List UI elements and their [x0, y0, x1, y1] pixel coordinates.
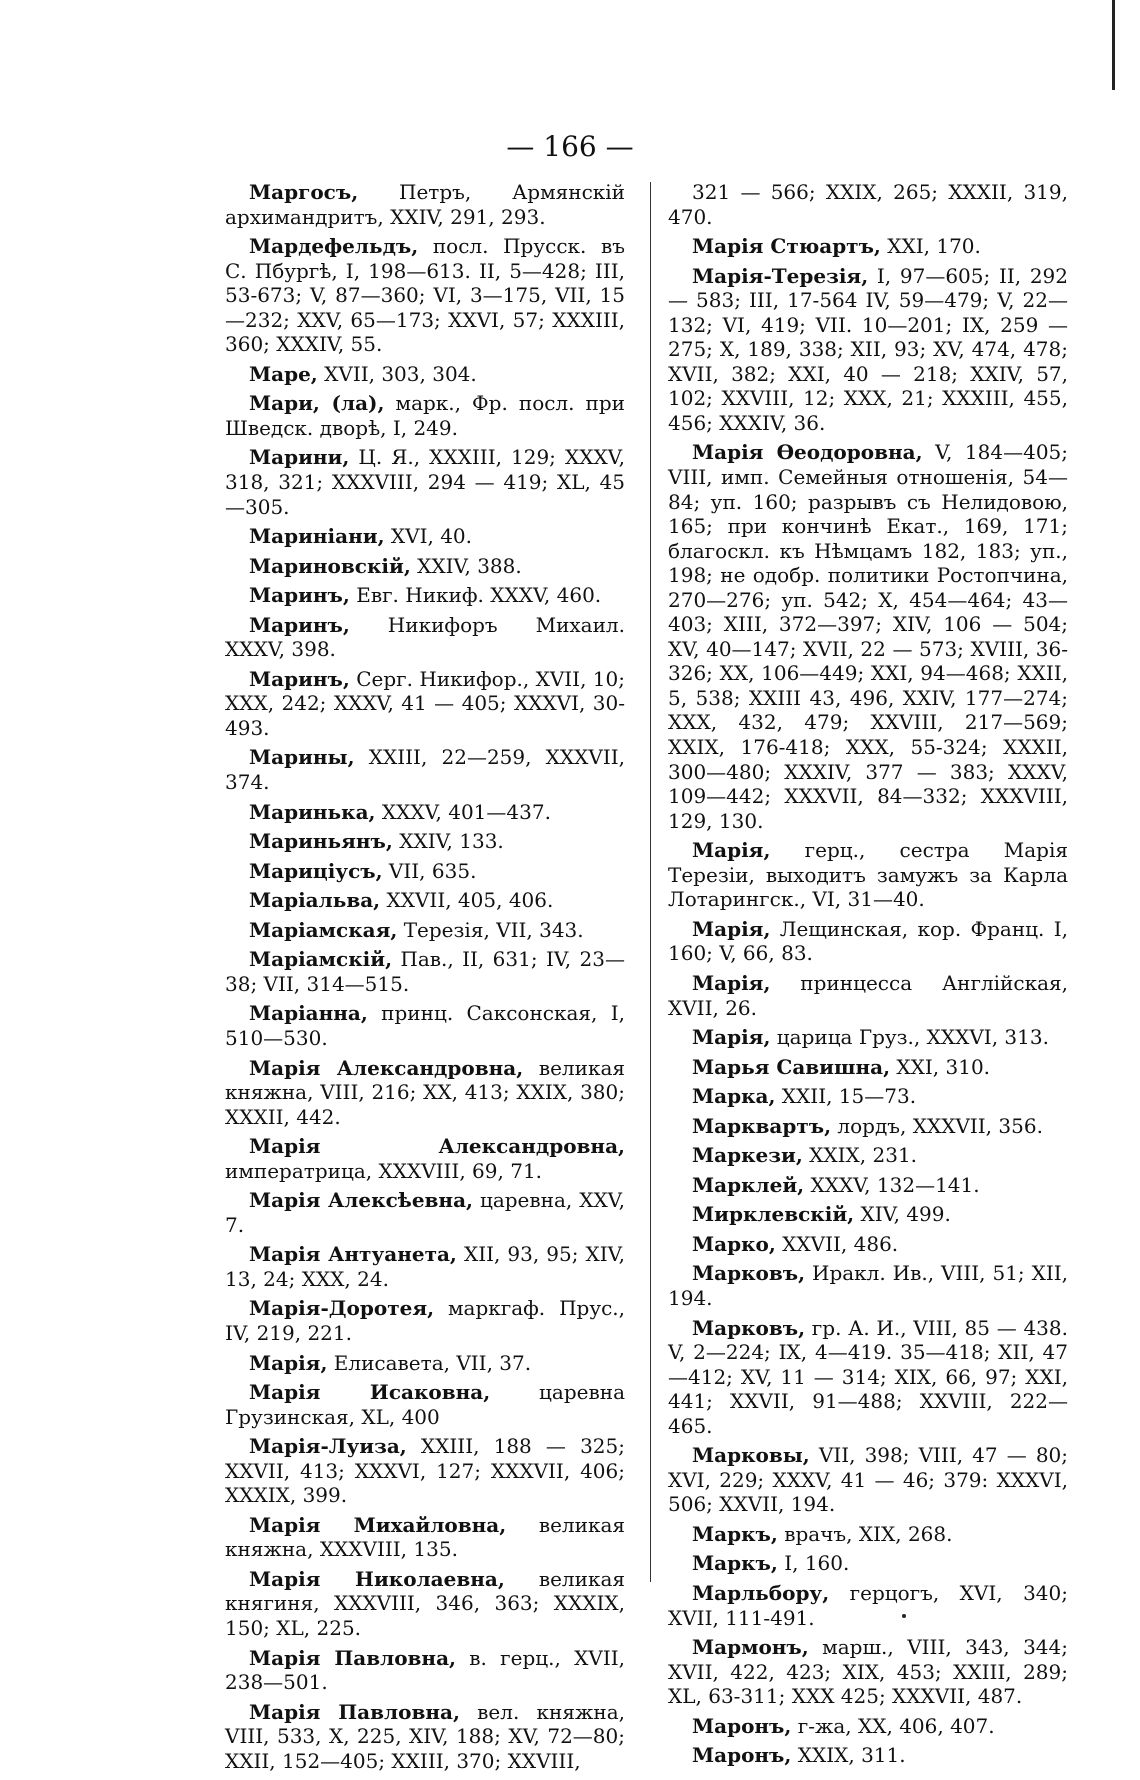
entry-references: Лещинская, кор. Франц. I, 160; V, 66, 83.: [668, 916, 1068, 966]
entry-references: XVI, 40.: [384, 524, 473, 549]
entry-references: гр. А. И., VIII, 85 — 438. V, 2—224; IX, 4—419. 35—418; XII, 47—412; XV, 11 — 314; XIX, 66, 97; XXI, 441; XXVII, 91—488; XXVIII, 222—465.: [668, 1315, 1068, 1438]
index-entry: [668, 1025, 1068, 1050]
index-entry: [668, 1084, 1068, 1109]
entry-references: лордъ, XXXVII, 356.: [831, 1113, 1043, 1138]
index-entry: [668, 838, 1068, 912]
index-entry: [225, 1296, 625, 1345]
index-entry: [225, 888, 625, 913]
index-entry: [668, 1551, 1068, 1576]
entry-heading: Маркъ,: [692, 1521, 778, 1546]
entry-heading: Марія,: [249, 1350, 328, 1375]
index-entry: [225, 613, 625, 662]
entry-heading: Маркези,: [692, 1143, 803, 1168]
index-entry: [668, 1173, 1068, 1198]
entry-heading: Марія,: [692, 1025, 771, 1050]
entry-references: Терезія, VII, 343.: [397, 917, 584, 942]
index-entry: [668, 1114, 1068, 1139]
index-entry: [225, 1134, 625, 1183]
entry-references: XXIX, 231.: [802, 1143, 918, 1168]
index-entry: [225, 947, 625, 996]
entry-heading: Марія Николаевна,: [249, 1566, 505, 1591]
entry-heading: Маринъ,: [249, 583, 350, 608]
entry-heading: Марія,: [692, 916, 771, 941]
page-edge-line: [1112, 0, 1115, 90]
entry-heading: Марквартъ,: [692, 1113, 832, 1138]
entry-references: герц., сестра Марія Терезіи, выходитъ замужъ за Карла Лотарингск., VI, 31—40.: [668, 838, 1068, 912]
entry-heading: Марія Исаковна,: [249, 1380, 491, 1405]
entry-references: великая княгиня, XXXVIII, 346, 363; XXXIX, 150; XL, 225.: [225, 1566, 625, 1640]
entry-heading: Марія Павловна,: [249, 1699, 460, 1724]
entry-references: Никифоръ Михаил. XXXV, 398.: [225, 612, 625, 662]
entry-references: XXIV, 133.: [392, 829, 504, 854]
entry-heading: Марклей,: [692, 1172, 805, 1197]
entry-heading: Марія,: [692, 838, 771, 863]
entry-references: XXII, 15—73.: [775, 1084, 917, 1109]
entry-heading: Мармонъ,: [692, 1635, 809, 1660]
entry-references: марш., VIII, 343, 344; XVII, 422, 423; XIX, 453; XXIII, 289; XL, 63-311; XXX 425; XXXVII, 487.: [668, 1635, 1068, 1709]
entry-references: XXI, 170.: [880, 234, 981, 259]
index-entry: [225, 745, 625, 794]
index-entry: [225, 800, 625, 825]
entry-references: XIV, 499.: [854, 1202, 951, 1227]
entry-references: г-жа, XX, 406, 407.: [791, 1713, 995, 1738]
entry-heading: Марія Павловна,: [249, 1645, 456, 1670]
entry-references: принцесса Англійская, XVII, 26.: [668, 970, 1068, 1020]
entry-heading: Марiанна,: [249, 1001, 368, 1026]
entry-references: I, 160.: [777, 1551, 850, 1576]
index-entry: [225, 362, 625, 387]
entry-references: царевна Грузинская, XL, 400: [225, 1380, 625, 1429]
entry-heading: Марковы,: [692, 1443, 810, 1468]
entry-references: XXVII, 486.: [775, 1231, 899, 1256]
index-entry: [668, 1261, 1068, 1310]
entry-references: Евг. Никиф. XXXV, 460.: [349, 583, 602, 608]
index-entry: [668, 1202, 1068, 1227]
index-entry: [668, 1055, 1068, 1080]
entry-heading: Марія Алексѣевна,: [249, 1188, 473, 1213]
entry-heading: Марiальва,: [249, 888, 381, 913]
entry-heading: Марія-Луиза,: [249, 1434, 407, 1459]
index-entry: [225, 1188, 625, 1237]
entry-heading: Мари, (ла),: [249, 391, 385, 416]
index-entry: [225, 583, 625, 608]
index-entry: [225, 1056, 625, 1130]
entry-heading: Марія Стюартъ,: [692, 234, 881, 259]
entry-references: посл. Прусск. въ С. Пбургѣ, I, 198—613. II, 5—428; III, 53-673; V, 87—360; VI, 3—175, VII, 15—232; XXV, 65—173; XXVI, 57; XXXIII, 360; XXXIV, 55.: [225, 234, 625, 357]
entry-references: Пав., II, 631; IV, 23—38; VII, 314—515.: [225, 947, 625, 996]
index-entry: [225, 524, 625, 549]
index-entry: [668, 180, 1068, 229]
entry-heading: Маринъ,: [249, 666, 350, 691]
entry-heading: Маринъ,: [249, 612, 350, 637]
index-entry: [668, 1743, 1068, 1768]
entry-references: Ц. Я., XXXIII, 129; XXXV, 318, 321; XXXVIII, 294 — 419; XL, 45—305.: [225, 445, 625, 519]
index-entry: [225, 859, 625, 884]
entry-heading: Мардефельдъ,: [249, 234, 419, 259]
index-entry: [225, 391, 625, 440]
entry-heading: Марицiусъ,: [249, 858, 383, 883]
entry-heading: Маринька,: [249, 799, 376, 824]
index-entry: [225, 667, 625, 741]
index-entry: [225, 1513, 625, 1562]
entry-heading: Марко,: [692, 1231, 776, 1256]
entry-heading: Марья Савишна,: [692, 1054, 891, 1079]
entry-references: врачъ, XIX, 268.: [777, 1521, 953, 1546]
index-entry: [225, 829, 625, 854]
index-entry: [225, 1242, 625, 1291]
entry-heading: Марка,: [692, 1084, 776, 1109]
page-number: — 166 —: [506, 130, 634, 163]
index-entry: [225, 918, 625, 943]
entry-heading: Марія Антуанета,: [249, 1242, 457, 1267]
entry-heading: Марія Александровна,: [249, 1134, 625, 1159]
index-entry: [225, 1646, 625, 1695]
index-entry: [668, 1232, 1068, 1257]
entry-references: царевна, XXV, 7.: [225, 1188, 625, 1237]
entry-references: XXIV, 388.: [410, 553, 522, 578]
entry-heading: Маре,: [249, 361, 318, 386]
entry-heading: Маринiани,: [249, 524, 385, 549]
entry-heading: Марiамскій,: [249, 947, 393, 972]
entry-heading: Маронъ,: [692, 1713, 792, 1738]
entry-references: герцогъ, XVI, 340; XVII, 111-491.: [668, 1580, 1068, 1630]
entry-references: XXXV, 132—141.: [804, 1172, 980, 1197]
entry-heading: Марія-Терезія,: [692, 263, 869, 288]
entry-heading: Марини,: [249, 445, 350, 470]
entry-heading: Мирклевскій,: [692, 1202, 855, 1227]
entry-heading: Марія Ѳеодоровна,: [692, 440, 923, 465]
entry-references: XXIII, 22—259, XXXVII, 374.: [225, 745, 625, 795]
entry-references: XXXV, 401—437.: [375, 799, 551, 824]
entry-references: XXIII, 188 — 325; XXVII, 413; XXXVI, 127; XXXVII, 406; XXXIX, 399.: [225, 1434, 625, 1508]
ink-dot: [902, 1614, 906, 1618]
entry-heading: Маронъ,: [692, 1743, 792, 1768]
index-entry: [668, 440, 1068, 833]
entry-references: VII, 635.: [382, 858, 477, 883]
entry-references: XXIX, 311.: [791, 1743, 906, 1768]
entry-references: великая княжна, VIII, 216; XX, 413; XXIX, 380; XXXII, 442.: [225, 1055, 625, 1129]
entry-references: вел. княжна, VIII, 533, X, 225, XIV, 188; XV, 72—80; XXII, 152—405; XXIII, 370; XXVIII,: [225, 1699, 625, 1773]
index-entry: [668, 971, 1068, 1020]
index-entry: [668, 1522, 1068, 1547]
entry-references: в. герц., XVII, 238—501.: [225, 1645, 625, 1695]
entry-heading: Мариновскій,: [249, 553, 411, 578]
entry-heading: Марія-Доротея,: [249, 1296, 435, 1321]
index-entry: [668, 1635, 1068, 1709]
entry-references: 321 — 566; XXIX, 265; XXXII, 319, 470.: [668, 180, 1068, 229]
index-entry: [668, 1714, 1068, 1739]
entry-references: I, 97—605; II, 292 — 583; III, 17-564 IV, 59—479; V, 22—132; VI, 419; VII. 10—201; IX, 259 — 275; X, 189, 338; XII, 93; XV, 474, 478; XVII, 382; XXI, 40 — 218; XXIV, 57, 102; XXVIII, 12; XXX, 21; XXXIII, 455, 456; XXXIV, 36.: [668, 263, 1068, 435]
entry-references: маркгаф. Прус., IV, 219, 221.: [225, 1296, 625, 1345]
index-entry: [225, 445, 625, 519]
entry-heading: Марины,: [249, 745, 355, 770]
entry-references: Иракл. Ив., VIII, 51; XII, 194.: [668, 1261, 1068, 1310]
entry-heading: Марія Михайловна,: [249, 1512, 507, 1537]
index-entry: [668, 264, 1068, 436]
index-entry: [225, 234, 625, 357]
entry-heading: Маркъ,: [692, 1551, 778, 1576]
entry-references: марк., Фр. посл. при Шведск. дворѣ, I, 249.: [225, 391, 625, 440]
index-entry: [668, 1143, 1068, 1168]
entry-references: XXVII, 405, 406.: [380, 888, 554, 913]
left-column: [225, 180, 625, 1778]
entry-references: великая княжна, XXXVIII, 135.: [225, 1512, 625, 1562]
entry-heading: Марія,: [692, 970, 771, 995]
entry-references: V, 184—405; VIII, имп. Семейныя отношенія, 54—84; уп. 160; разрывъ съ Нелидовою, 165; при кончинѣ Екат., 169, 171; благоскл. къ Нѣмцамъ 182, 183; уп., 198; не одобр. политики Ростопчина, 270—276; уп. 542; X, 454—464; 43—403; XIII, 372—397; XIV, 106 — 504; XV, 40—147; XVII, 22 — 573; XVIII, 36-326; XX, 106—449; XXI, 94—468; XXII, 5, 538; XXIII 43, 496, XXIV, 177—274; XXX, 432, 479; XXVIII, 217—569; XXIX, 176-418; XXX, 55-324; XXXII, 300—480; XXXIV, 377 — 383; XXXV, 109—442; XXXVII, 84—332; XXXVIII, 129, 130.: [668, 440, 1069, 833]
entry-heading: Марльбору,: [692, 1580, 830, 1605]
index-entry: [225, 1351, 625, 1376]
column-divider: [650, 182, 651, 1582]
entry-references: царица Груз., XXXVI, 313.: [770, 1025, 1049, 1050]
index-entry: [225, 1380, 625, 1429]
index-entry: [668, 1316, 1068, 1439]
entry-references: XII, 93, 95; XIV, 13, 24; XXX, 24.: [225, 1242, 625, 1291]
entry-references: императрица, XXXVIII, 69, 71.: [225, 1158, 543, 1183]
entry-heading: Марiамская,: [249, 917, 398, 942]
index-entry: [668, 234, 1068, 259]
index-entry: [225, 1700, 625, 1774]
index-entry: [668, 917, 1068, 966]
entry-references: Серг. Никифор., XVII, 10; XXX, 242; XXXV, 41 — 405; XXXVI, 30-493.: [225, 666, 625, 740]
entry-references: XXI, 310.: [890, 1054, 991, 1079]
index-entry: [668, 1581, 1068, 1630]
entry-references: Петръ, Армянскій архимандритъ, XXIV, 291, 293.: [225, 180, 625, 229]
index-entry: [225, 554, 625, 579]
index-entry: [225, 1001, 625, 1050]
entry-heading: Мариньянъ,: [249, 829, 393, 854]
entry-references: VII, 398; VIII, 47 — 80; XVI, 229; XXXV, 41 — 46; 379: XXXVI, 506; XXVII, 194.: [668, 1443, 1068, 1517]
index-entry: [668, 1443, 1068, 1517]
entry-heading: Марковъ,: [692, 1315, 806, 1340]
entry-heading: Маргосъ,: [249, 180, 359, 204]
entry-heading: Марковъ,: [692, 1261, 806, 1286]
index-entry: [225, 1434, 625, 1508]
index-entry: [225, 180, 625, 229]
entry-references: Елисавета, VII, 37.: [327, 1350, 532, 1375]
entry-references: принц. Саксонская, I, 510—530.: [225, 1001, 625, 1050]
right-column: [668, 180, 1068, 1773]
entry-references: XVII, 303, 304.: [317, 361, 477, 386]
entry-heading: Марія Александровна,: [249, 1055, 524, 1080]
index-entry: [225, 1567, 625, 1641]
